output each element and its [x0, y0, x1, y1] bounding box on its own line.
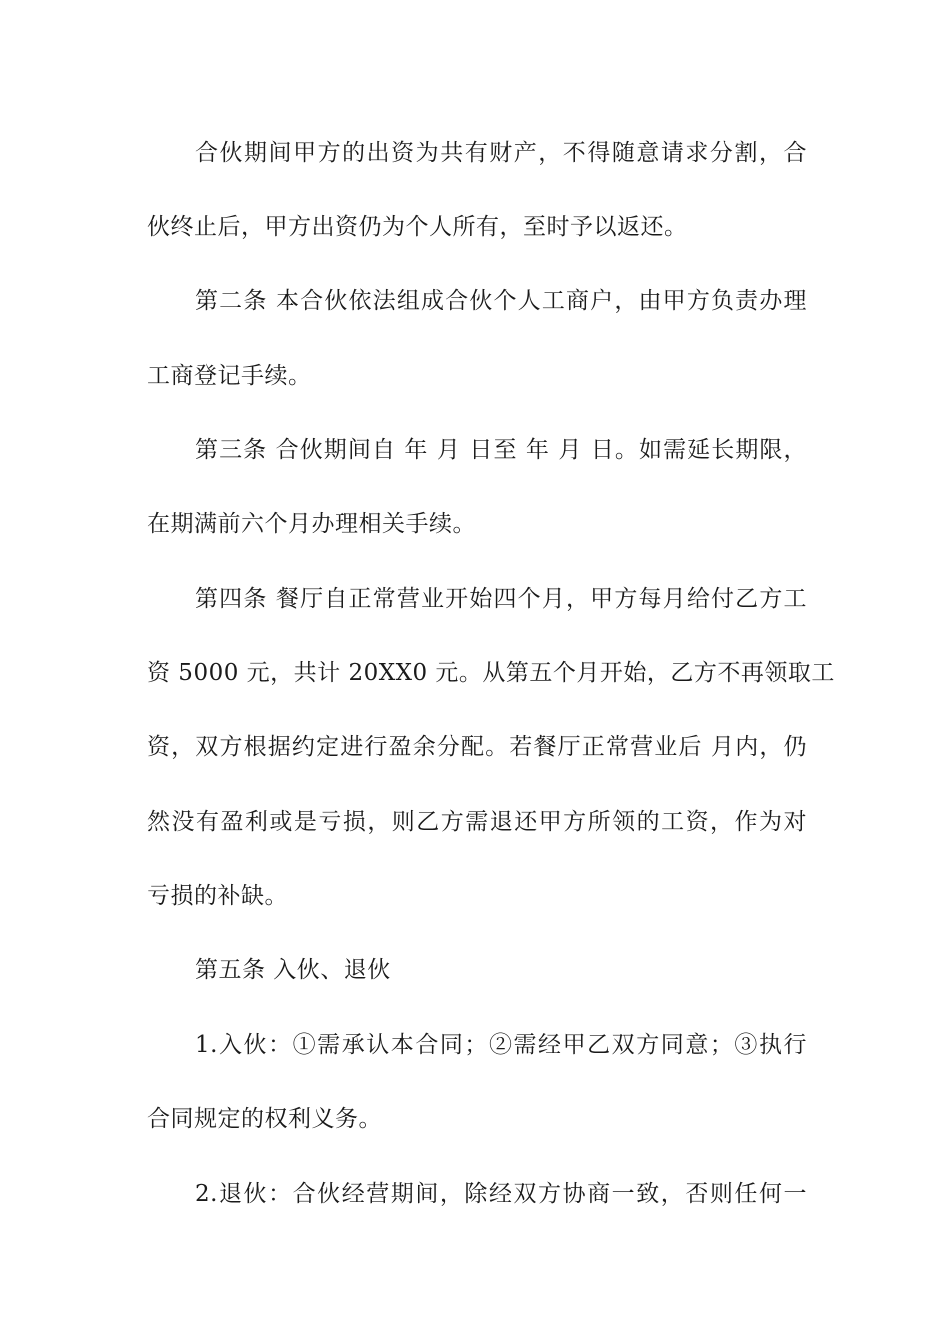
article-5-heading: 第五条 入伙、退伙: [195, 957, 391, 983]
article-3-line: 第三条 合伙期间自 年 月 日至 年 月 日。如需延长期限，: [195, 437, 807, 463]
article-4-line: 资，双方根据约定进行盈余分配。若餐厅正常营业后 月内，仍: [147, 734, 807, 760]
paragraph-line: 合伙期间甲方的出资为共有财产，不得随意请求分割，合: [195, 140, 807, 166]
paragraph-line: 伙终止后，甲方出资仍为个人所有，至时予以返还。: [147, 214, 688, 240]
article-4-line: 亏损的补缺。: [147, 883, 288, 909]
article-2-line: 工商登记手续。: [147, 363, 312, 389]
article-4-line: 然没有盈利或是亏损，则乙方需退还甲方所领的工资，作为对: [147, 809, 807, 835]
list-item-2-line: 2.退伙：合伙经营期间，除经双方协商一致，否则任何一: [195, 1181, 807, 1207]
list-item-1-line: 合同规定的权利义务。: [147, 1106, 382, 1132]
article-4-line: 资 5000 元，共计 20XX0 元。从第五个月开始，乙方不再领取工: [147, 660, 835, 686]
article-4-line: 第四条 餐厅自正常营业开始四个月，甲方每月给付乙方工: [195, 586, 807, 612]
article-2-line: 第二条 本合伙依法组成合伙个人工商户，由甲方负责办理: [195, 288, 807, 314]
list-item-1-line: 1.入伙：①需承认本合同；②需经甲乙双方同意；③执行: [195, 1032, 807, 1058]
article-3-line: 在期满前六个月办理相关手续。: [147, 511, 476, 537]
